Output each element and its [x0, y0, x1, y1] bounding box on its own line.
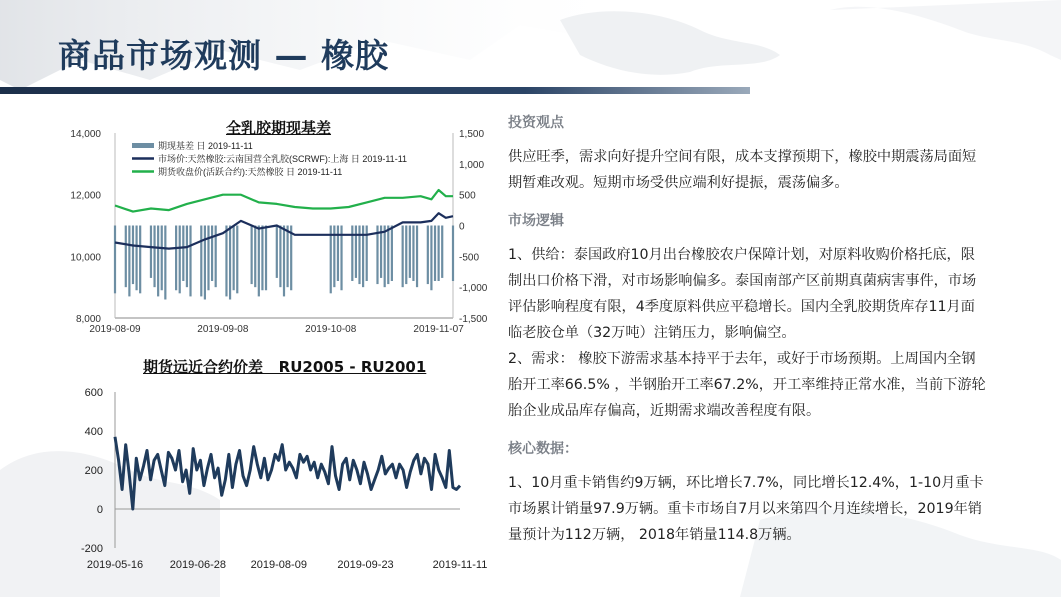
chart1-basis-bar [150, 226, 152, 278]
core-data-text: 1、10月重卡销售约9万辆，环比增长7.7%，同比增长12.4%，1-10月重卡市场累计销量97.9万辆。重卡市场自7月以来第四个月连续增长，2019年销量预计为112万辆， 2018年销量114.8万辆。 [508, 475, 984, 543]
chart1-basis-bar [157, 226, 159, 297]
chart2-y-tick: 200 [84, 465, 103, 477]
chart1-basis-bar [290, 226, 292, 291]
chart1-legend-futures-label: 期货收盘价(活跃合约):天然橡胶 日 2019-11-11 [158, 167, 343, 177]
chart1-y-right-tick: 1,500 [459, 129, 485, 140]
chart1-basis-bar [387, 226, 389, 285]
chart1-basis-bar [229, 226, 231, 300]
chart1-basis-bar [355, 226, 357, 278]
chart1-futures-line [115, 190, 453, 212]
chart1-basis-bar [430, 226, 432, 291]
spread-chart [60, 380, 500, 585]
core-data-heading: 核心数据： [508, 441, 578, 457]
chart1-basis-bar [434, 226, 436, 282]
chart1-basis-bar [125, 226, 127, 288]
chart1-x-tick: 2019-10-08 [305, 324, 357, 335]
chart2-x-tick: 2019-11-11 [432, 559, 488, 571]
chart1-basis-bar [164, 226, 166, 300]
chart1-y-right-tick: 500 [459, 190, 476, 202]
chart1-y-right-tick: 0 [459, 221, 465, 233]
chart1-legend-basis-swatch [132, 143, 154, 148]
chart2-x-tick: 2019-06-28 [169, 559, 227, 571]
chart1-basis-bar [182, 226, 184, 282]
chart1-basis-bar [211, 226, 213, 282]
chart1-basis-bar [405, 226, 407, 285]
chart2-y-tick: 600 [84, 387, 103, 399]
invest-text: 供应旺季，需求向好提升空间有限，成本支撑预期下，橡胶中期震荡局面短期暂难改观。短期市场受供应端利好提振，震荡偏多。 [508, 149, 977, 191]
chart1-basis-bar [412, 226, 414, 282]
chart1-basis-bar [276, 226, 278, 278]
analysis-panel [508, 110, 988, 548]
chart1-basis-bar [132, 226, 134, 285]
chart1-basis-bar [189, 226, 191, 297]
chart1-basis-bar [409, 226, 411, 278]
title-underline-bar [0, 87, 750, 94]
chart1-y-right-tick: 1,000 [459, 159, 485, 171]
chart1-basis-bar [286, 226, 288, 288]
chart1-basis-bar [233, 226, 235, 291]
chart1-basis-bar [254, 226, 256, 288]
chart1-basis-bar [236, 226, 238, 294]
chart2-y-tick: 0 [96, 504, 103, 516]
chart2-spread-line [115, 437, 460, 509]
chart1-basis-bar [261, 226, 263, 291]
chart1-basis-bar [225, 226, 227, 297]
chart1-basis-bar [139, 226, 141, 294]
chart1-basis-bar [128, 226, 130, 297]
chart1-basis-bar [283, 226, 285, 297]
chart1-x-tick: 2019-08-09 [89, 324, 141, 335]
chart1-y-left-tick: 14,000 [70, 129, 101, 140]
chart1-basis-bar [200, 226, 202, 297]
chart1-y-right-tick: -1,000 [459, 283, 488, 295]
chart1-basis-bar [416, 226, 418, 288]
chart1-x-tick: 2019-09-08 [197, 324, 249, 335]
chart1-basis-bar [441, 226, 443, 278]
chart1-basis-bar [179, 226, 181, 294]
logic-supply-text: 1、供给：泰国政府10月出台橡胶农户保障计划，对原料收购价格托底，限制出口价格下滑，对市场影响偏多。泰国南部产区前期真菌病害事件，市场评估影响程度有限，4季度原料供应平稳增长。国内全乳胶期货库存11月面临老胶仓单（32万吨）注销压力，影响偏空。 [508, 247, 977, 341]
chart1-basis-bar [279, 226, 281, 288]
chart1-basis-bar [186, 226, 188, 288]
logic-demand-text: 2、需求： 橡胶下游需求基本持平于去年，或好于市场预期。上周国内全钢胎开工率66.5% ，半钢胎开工率67.2%，开工率维持正常水准，当前下游轮胎企业成品库存偏高，近期需求端改善程度有限。 [508, 351, 986, 419]
chart1-y-left-tick: 12,000 [70, 190, 101, 202]
chart1-basis-bar [175, 226, 177, 291]
chart1-basis-bar [438, 226, 440, 282]
logic-heading: 市场逻辑 [508, 213, 564, 229]
chart2-x-tick: 2019-05-16 [86, 559, 144, 571]
basis-chart [60, 128, 500, 343]
chart1-basis-bar [207, 226, 209, 291]
chart1-y-left-tick: 8,000 [75, 314, 101, 325]
chart1-legend-basis-label: 期现基差 日 2019-11-11 [158, 141, 253, 151]
chart1-basis-bar [427, 226, 429, 285]
chart2-x-tick: 2019-09-23 [337, 559, 394, 571]
chart2-title: 期货远近合约价差 RU2005 - RU2001 [143, 358, 427, 376]
chart1-basis-bar [135, 226, 137, 291]
chart1-basis-bar [376, 226, 378, 285]
chart1-y-right-tick: -1,500 [459, 314, 488, 325]
chart1-basis-bar [114, 226, 116, 294]
chart1-title: 全乳胶期现基差 [226, 119, 332, 137]
chart1-basis-bar [258, 226, 260, 297]
invest-heading: 投资观点 [508, 115, 564, 131]
chart1-basis-bar [452, 226, 454, 282]
chart1-basis-bar [265, 226, 267, 291]
chart2-x-tick: 2019-08-09 [250, 559, 307, 571]
chart1-basis-bar [153, 226, 155, 288]
chart1-basis-bar [204, 226, 206, 300]
chart1-x-tick: 2019-11-07 [413, 324, 464, 335]
page-title: 商品市场观测 — 橡胶 [58, 36, 389, 75]
chart2-y-tick: -200 [80, 543, 103, 555]
chart1-y-left-tick: 10,000 [70, 252, 101, 264]
chart1-basis-bar [384, 226, 386, 288]
chart1-basis-bar [402, 226, 404, 288]
chart1-basis-bar [251, 226, 253, 285]
chart2-y-tick: 400 [84, 426, 103, 438]
chart1-basis-bar [161, 226, 163, 291]
chart1-legend-spot-label: 市场价:天然橡胶:云南国营全乳胶(SCRWF):上海 日 2019-11-11 [158, 154, 408, 164]
chart1-basis-bar [391, 226, 393, 282]
chart1-y-right-tick: -500 [459, 252, 480, 264]
